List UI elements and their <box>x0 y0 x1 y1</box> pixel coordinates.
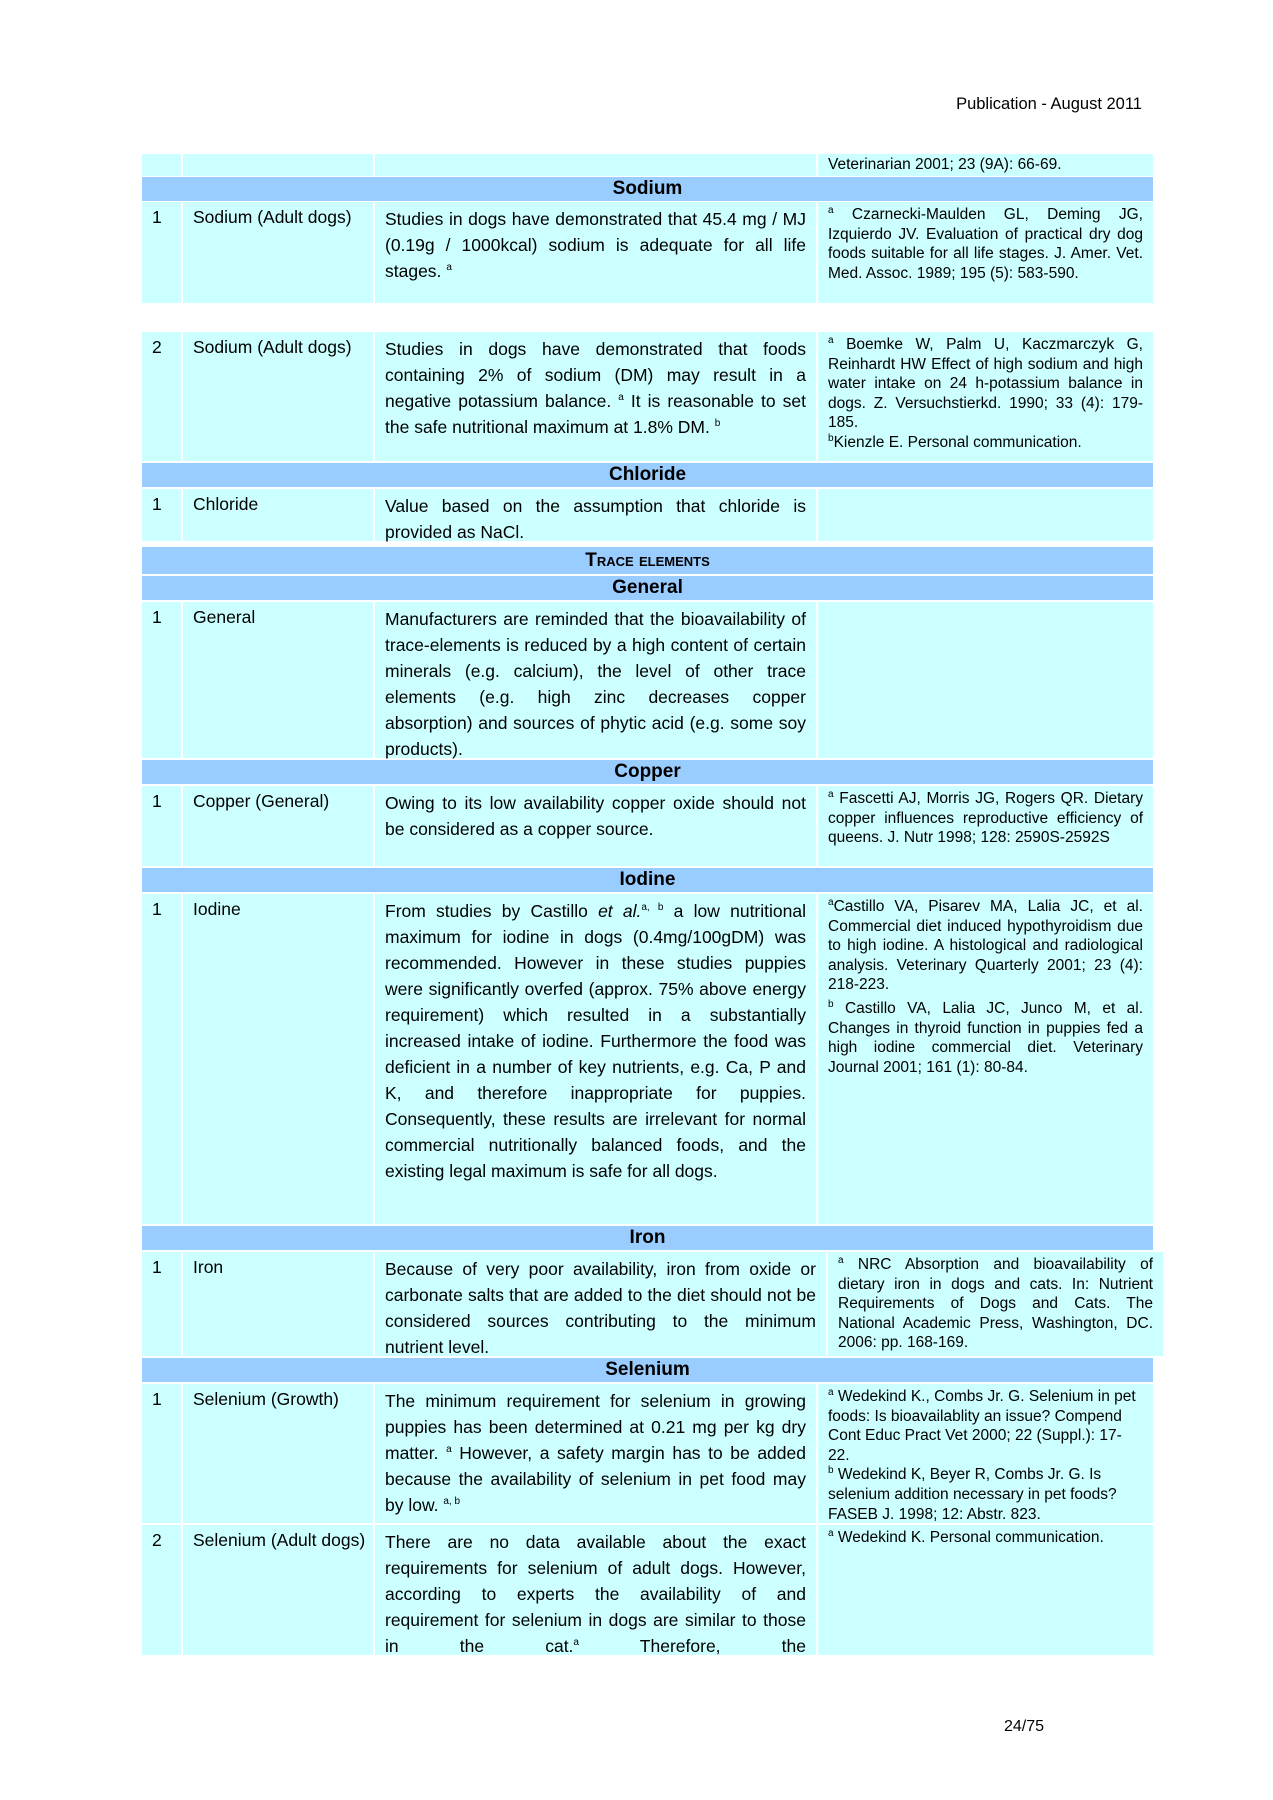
page-number: 24/75 <box>1004 1718 1045 1735</box>
comment-cell: Because of very poor availability, iron from oxide or carbonate salts that are added to the diet should not be considered sources contributing to the minimum nutrient level. <box>375 1252 826 1356</box>
table-row <box>142 154 1153 176</box>
section-header-trace-elements: Trace elements <box>142 547 1153 574</box>
reference-cell: $^a$Castillo VA, Pisarev MA, Lalia JC, et al. Commercial diet induced hypothyroidism due to high iodine. A histological and radiological analysis. Veterinary Quarterly 2001; 23 (4): 218-223. $^b$ Castillo VA, Lalia JC, Junco M, et al. Changes in thyroid function in puppies fed a high iodine commercial diet. Veterinary Journal 2001; 161 (1): 80-84. <box>818 894 1153 1224</box>
comment-cell: There are no data available about the exact requirements for selenium of adult dogs. However, according to experts the availability of and requirement for selenium in dogs are similar to those in the cat.$^a$ Therefore, the <box>375 1525 816 1655</box>
section-header-iron: Iron <box>142 1226 1153 1250</box>
nutrient-name: General <box>183 602 373 758</box>
nutrient-name: Chloride <box>183 489 373 541</box>
table-row <box>142 202 1153 303</box>
reference-cell: $^a$ Czarnecki-Maulden GL, Deming JG, Izquierdo JV. Evaluation of practical dry dog foods suitable for all life stages. J. Amer. Vet. Med. Assoc. 1989; 195 (5): 583-590. <box>818 202 1153 303</box>
comment-cell: Manufacturers are reminded that the bioavailability of trace-elements is reduced by a high content of certain minerals (e.g. calcium), the level of other trace elements (e.g. high zinc decreases copper absorption) and sources of phytic acid (e.g. some soy products). <box>375 602 816 758</box>
row-number: 1 <box>142 894 181 1224</box>
reference-cell: $^a$ NRC Absorption and bioavailability of dietary iron in dogs and cats. In: Nutrient Requirements of Dogs and Cats. The National Academic Press, Washington, DC. 2006: pp. 168-169. <box>828 1252 1163 1356</box>
section-header-general: General <box>142 576 1153 600</box>
section-header-sodium: Sodium <box>142 177 1153 201</box>
table-row <box>142 332 1153 461</box>
row-number: 1 <box>142 202 181 303</box>
reference-cell: $^a$ Wedekind K. Personal communication. <box>818 1525 1153 1655</box>
row-number: 1 <box>142 602 181 758</box>
section-header-iodine: Iodine <box>142 868 1153 892</box>
comment-cell: Owing to its low availability copper oxide should not be considered as a copper source. <box>375 786 816 866</box>
comment-cell: Studies in dogs have demonstrated that foods containing 2% of sodium (DM) may result in a negative potassium balance. $^a$ It is reasonable to set the safe nutritional maximum at 1.8% DM. $^b$ <box>375 332 816 461</box>
nutrient-name: Iodine <box>183 894 373 1224</box>
row-number: 2 <box>142 332 181 461</box>
nutrient-name: Selenium (Growth) <box>183 1384 373 1523</box>
nutrient-name: Sodium (Adult dogs) <box>183 202 373 303</box>
nutrient-name: Selenium (Adult dogs) <box>183 1525 373 1655</box>
publication-header: Publication - August 2011 <box>956 95 1142 113</box>
table-row <box>142 786 1153 866</box>
reference-cell: $^a$ Wedekind K., Combs Jr. G. Selenium in pet foods: Is bioavailablity an issue? Compend Cont Educ Pract Vet 2000; 22 (Suppl.): 17-22. $^b$ Wedekind K, Beyer R, Combs Jr. G. Is selenium addition necessary in pet foods? FASEB J. 1998; 12: Abstr. 823. <box>818 1384 1153 1523</box>
section-header-copper: Copper <box>142 760 1153 784</box>
comment-cell: From studies by Castillo et al.$^{a, b}$ a low nutritional maximum for iodine in dogs (0.4mg/100gDM) was recommended. However in these studies puppies were significantly overfed (approx. 75% above energy requirement) which resulted in a substantially increased intake of iodine. Furthermore the food was deficient in a number of key nutrients, e.g. Ca, P and K, and therefore inappropriate for puppies. Consequently, these results are irrelevant for normal commercial nutritionally balanced foods, and the existing legal maximum is safe for all dogs. <box>375 894 816 1224</box>
row-number: 1 <box>142 786 181 866</box>
table-row <box>142 1525 1153 1655</box>
comment-cell: The minimum requirement for selenium in growing puppies has been determined at 0.21 mg per kg dry matter. $^a$ However, a safety margin has to be added because the availability of selenium in pet food may by low. $^{a, b}$ <box>375 1384 816 1523</box>
reference-cell: $^a$ Fascetti AJ, Morris JG, Rogers QR. Dietary copper influences reproductive efficiency of queens. J. Nutr 1998; 128: 2590S-2592S <box>818 786 1153 866</box>
nutrient-name: Sodium (Adult dogs) <box>183 332 373 461</box>
section-header-chloride: Chloride <box>142 463 1153 487</box>
reference-cell: Veterinarian 2001; 23 (9A): 66-69. <box>818 154 1153 176</box>
table-row <box>142 894 1153 1224</box>
row-number: 1 <box>142 1384 181 1523</box>
comment-cell: Value based on the assumption that chloride is provided as NaCl. <box>375 489 816 541</box>
comment-cell: Studies in dogs have demonstrated that 45.4 mg / MJ (0.19g / 1000kcal) sodium is adequate for all life stages. $^a$ <box>375 202 816 303</box>
section-header-selenium: Selenium <box>142 1358 1153 1382</box>
table-row <box>142 1252 1163 1356</box>
nutrient-name: Copper (General) <box>183 786 373 866</box>
table-row <box>142 489 1153 541</box>
row-number: 2 <box>142 1525 181 1655</box>
row-number: 1 <box>142 489 181 541</box>
table-row <box>142 1384 1153 1523</box>
nutrient-name: Iron <box>183 1252 373 1356</box>
row-number: 1 <box>142 1252 181 1356</box>
table-row <box>142 602 1153 758</box>
reference-cell: $^a$ Boemke W, Palm U, Kaczmarczyk G, Reinhardt HW Effect of high sodium and high water intake on 24 h-potassium balance in dogs. Z. Versuchstierkd. 1990; 33 (4): 179-185. $^b$Kienzle E. Personal communication. <box>818 332 1153 461</box>
